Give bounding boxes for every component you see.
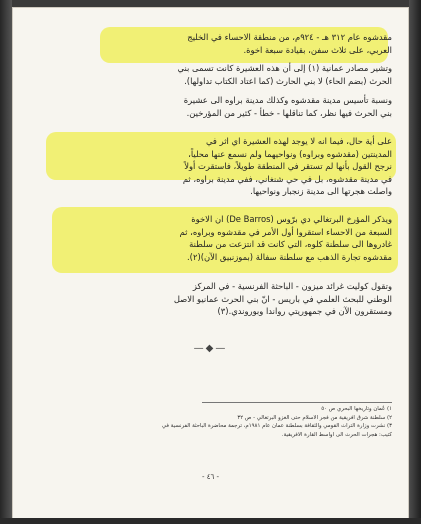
text-line: ومستقرون الآن في جمهوريتي رواندا وبوروندي.(٣): [217, 306, 392, 316]
text-line: الوطني للبحث العلمي في باريس - انّ بني الحرث عمانيو الاصل: [173, 293, 392, 304]
text-line: على أية حال، فيما انه لا يوجد لهذه العشيرة اي اثر في: [205, 136, 392, 146]
footnotes: [52, 405, 392, 439]
text-line: ونسبة تأسيس مدينة مقدشوه وكذلك مدينة براوه الى عشيرة: [183, 95, 392, 105]
text-line: مقدشوه تجارة الذهب مع سلطنة سفالة (بموزنبيق الآن)(٢).: [187, 251, 392, 262]
paragraph-4: [54, 135, 392, 198]
bottom-edge: [0, 518, 421, 524]
paragraph-5: [54, 213, 392, 263]
text-line: السبعة من الاحساء استقروا أول الأمر في مقدشوه وبراوه، ثم: [179, 226, 392, 237]
text-line: ويذكر المؤرخ البرتغالي دي برّوس (De Barros) ان الاخوة: [191, 214, 392, 224]
left-page-edge: [0, 0, 12, 524]
paragraph-1: [54, 31, 392, 56]
paragraph-3: [54, 94, 392, 119]
footnote: كتيب: هجرات الحرث الى اواسط القارة الافريقية.: [281, 431, 392, 438]
text-line: بني الحرث فيها نظر، كما تناقلها - خطأ - كثير من المؤرخين.: [186, 107, 392, 118]
text-line: مقدشوه عام ٣١٢ هـ - ٩٢٤م، من منطقة الاحساء في الخليج: [187, 32, 392, 42]
text-line: غادروها الى سلطنة كلوه، التي كانت قد انتزعت من سلطنة: [189, 239, 392, 249]
page-number: - ٤٦ -: [201, 473, 220, 481]
text-line: في مدينة مقدشوه، بل في حي شنغاني، ففي مدينة براوه، ثم: [182, 173, 392, 184]
text-line: العربي، على ثلاث سفن، بقيادة سبعة اخوة.: [243, 44, 392, 55]
footnote: ٣) نشرت وزارة التراث القومي والثقافة بسلطنة عمان عام ١٩٨١م، ترجمة محاضرة الباحثة الفرنسية في: [161, 423, 392, 430]
text-line: نرجح القول بأنها لم تستقر في المنطقة طويلاً، فاستقرت أولاً: [184, 161, 392, 171]
paragraph-2: [54, 62, 392, 87]
footnote-separator: [202, 402, 392, 403]
text-line: وتقول كوليت غرائد ميزون - الباحثة الفرنسية - في المركز: [192, 281, 392, 291]
footnote: ١) عُمان وتاريخها البحري ص ٥٠: [321, 406, 392, 412]
text-line: واصلت هجرتها الى مدينة زنجبار ونواحيها.: [250, 186, 392, 196]
text-line: الحرث (بضم الحاء) لا بني الحارث (كما اعتاد الكتاب تداولها).: [184, 75, 392, 86]
document-page: [12, 7, 409, 519]
section-divider: —◆—: [193, 343, 228, 354]
footnote: ٢) سلطنة شرق افريقية من فجر الاسلام حتى الغزو البرتغالي - ص ٣٢: [237, 414, 392, 421]
paragraph-6: [54, 280, 392, 318]
right-page-edge: [409, 0, 421, 524]
text-line: وتشير مصادر عمانية (١) إلى أن هذه العشيرة كانت تسمى بني: [177, 63, 392, 73]
text-line: المدينتين (مقدشوه وبراوه) ونواحيهما ولم نسمع عنها محلياً،: [188, 148, 392, 159]
